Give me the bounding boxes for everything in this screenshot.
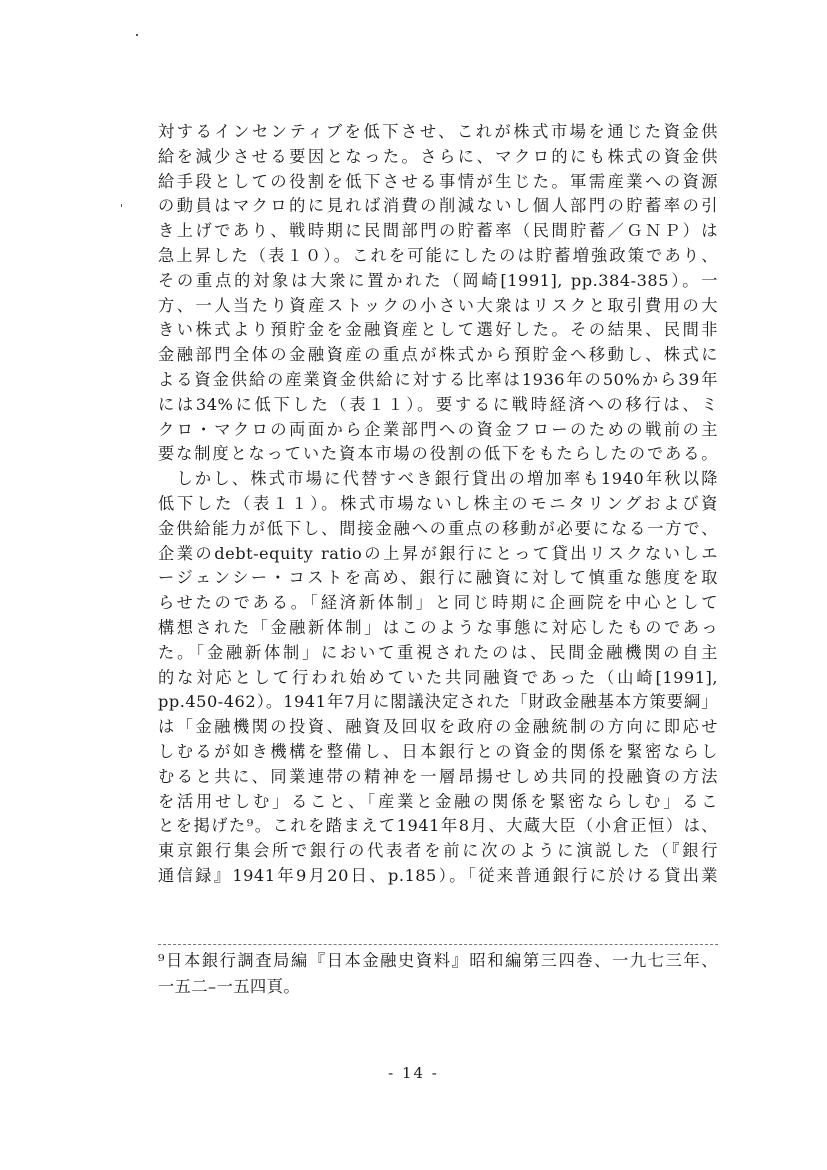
body-line: 的な対応として行われ始めていた共同融資であった（山崎[1991], bbox=[158, 667, 718, 687]
body-text bbox=[158, 120, 718, 889]
body-line: 対するインセンティブを低下させ、これが株式市場を通じた資金供 bbox=[158, 122, 718, 141]
body-line: には34%に低下した（表１１）。要するに戦時経済への移行は、ミ bbox=[158, 394, 718, 414]
body-line: 金融部門全体の金融資産の重点が株式から預貯金へ移動し、株式に bbox=[158, 345, 718, 365]
footnote-separator bbox=[158, 944, 718, 945]
body-line: 給を減少させる要因となった。さらに、マクロ的にも株式の資金供 bbox=[158, 146, 718, 166]
body-line: 方、一人当たり資産ストックの小さい大衆はリスクと取引費用の大 bbox=[158, 295, 718, 315]
body-line: 構想された「金融新体制」はこのような事態に対応したものであっ bbox=[158, 617, 718, 637]
body-line: 給手段としての役割を低下させる事情が生じた。軍需産業への資源 bbox=[158, 171, 718, 191]
body-line: 東京銀行集会所で銀行の代表者を前に次のように演説した（『銀行 bbox=[158, 841, 718, 861]
body-line: クロ・マクロの両面から企業部門への資金フローのための戦前の主 bbox=[158, 419, 718, 439]
body-line: 企業のdebt-equity ratioの上昇が銀行にとって貸出リスクないしエ bbox=[158, 543, 718, 563]
body-line: きい株式より預貯金を金融資産として選好した。その結果、民間非 bbox=[158, 320, 718, 340]
body-line: とを掲げた⁹。これを踏まえて1941年8月、大蔵大臣（小倉正恒）は、 bbox=[158, 816, 718, 836]
body-line: は「金融機関の投資、融資及回収を政府の金融統制の方向に即応せ bbox=[158, 717, 718, 737]
body-line: 低下した（表１１）。株式市場ないし株主のモニタリングおよび資 bbox=[158, 493, 718, 513]
body-line: むると共に、同業連帯の精神を一層昂揚せしめ共同的投融資の方法 bbox=[158, 766, 718, 786]
body-line: た。「金融新体制」において重視されたのは、民間金融機関の自主 bbox=[158, 642, 718, 662]
body-line: ージェンシー・コストを高め、銀行に融資に対して慎重な態度を取 bbox=[158, 568, 718, 588]
scan-speck bbox=[121, 204, 122, 207]
body-line: 要な制度となっていた資本市場の役割の低下をもたらしたのである。 bbox=[158, 444, 718, 464]
body-line: らせたのである。「経済新体制」と同じ時期に企画院を中心として bbox=[158, 593, 718, 613]
body-line: しかし、株式市場に代替すべき銀行貸出の増加率も1940年秋以降 bbox=[158, 469, 718, 489]
body-line: の動員はマクロ的に見れば消費の削減ないし個人部門の貯蓄率の引 bbox=[158, 196, 718, 216]
footnote-line: ⁹日本銀行調査局編『日本金融史資料』昭和編第三四巻、一九七三年、 bbox=[158, 951, 718, 970]
body-line: よる資金供給の産業資金供給に対する比率は1936年の50%から39年 bbox=[158, 369, 718, 389]
scan-speck bbox=[136, 34, 138, 36]
body-line: 急上昇した（表１０）。これを可能にしたのは貯蓄増強政策であり、 bbox=[158, 245, 718, 265]
footnote-line: 一五二–一五四頁。 bbox=[158, 977, 301, 996]
footnote bbox=[158, 948, 718, 1000]
body-line: 金供給能力が低下し、間接金融への重点の移動が必要になる一方で、 bbox=[158, 518, 718, 538]
body-line: その重点的対象は大衆に置かれた（岡崎[1991], pp.384-385）。一 bbox=[158, 270, 718, 290]
body-line: しむるが如き機構を整備し、日本銀行との資金的関係を緊密ならし bbox=[158, 741, 718, 761]
body-line: を活用せしむ」ること、「産業と金融の関係を緊密ならしむ」るこ bbox=[158, 791, 718, 811]
page-number: - 14 - bbox=[388, 1064, 439, 1082]
body-line: き上げであり、戦時期に民間部門の貯蓄率（民間貯蓄／ＧＮＰ）は bbox=[158, 221, 718, 241]
body-line: pp.450-462）。1941年7月に閣議決定された「財政金融基本方策要綱」 bbox=[158, 692, 718, 712]
body-line: 通信録』1941年9月20日、p.185）。「従来普通銀行に於ける貸出業 bbox=[158, 865, 718, 885]
